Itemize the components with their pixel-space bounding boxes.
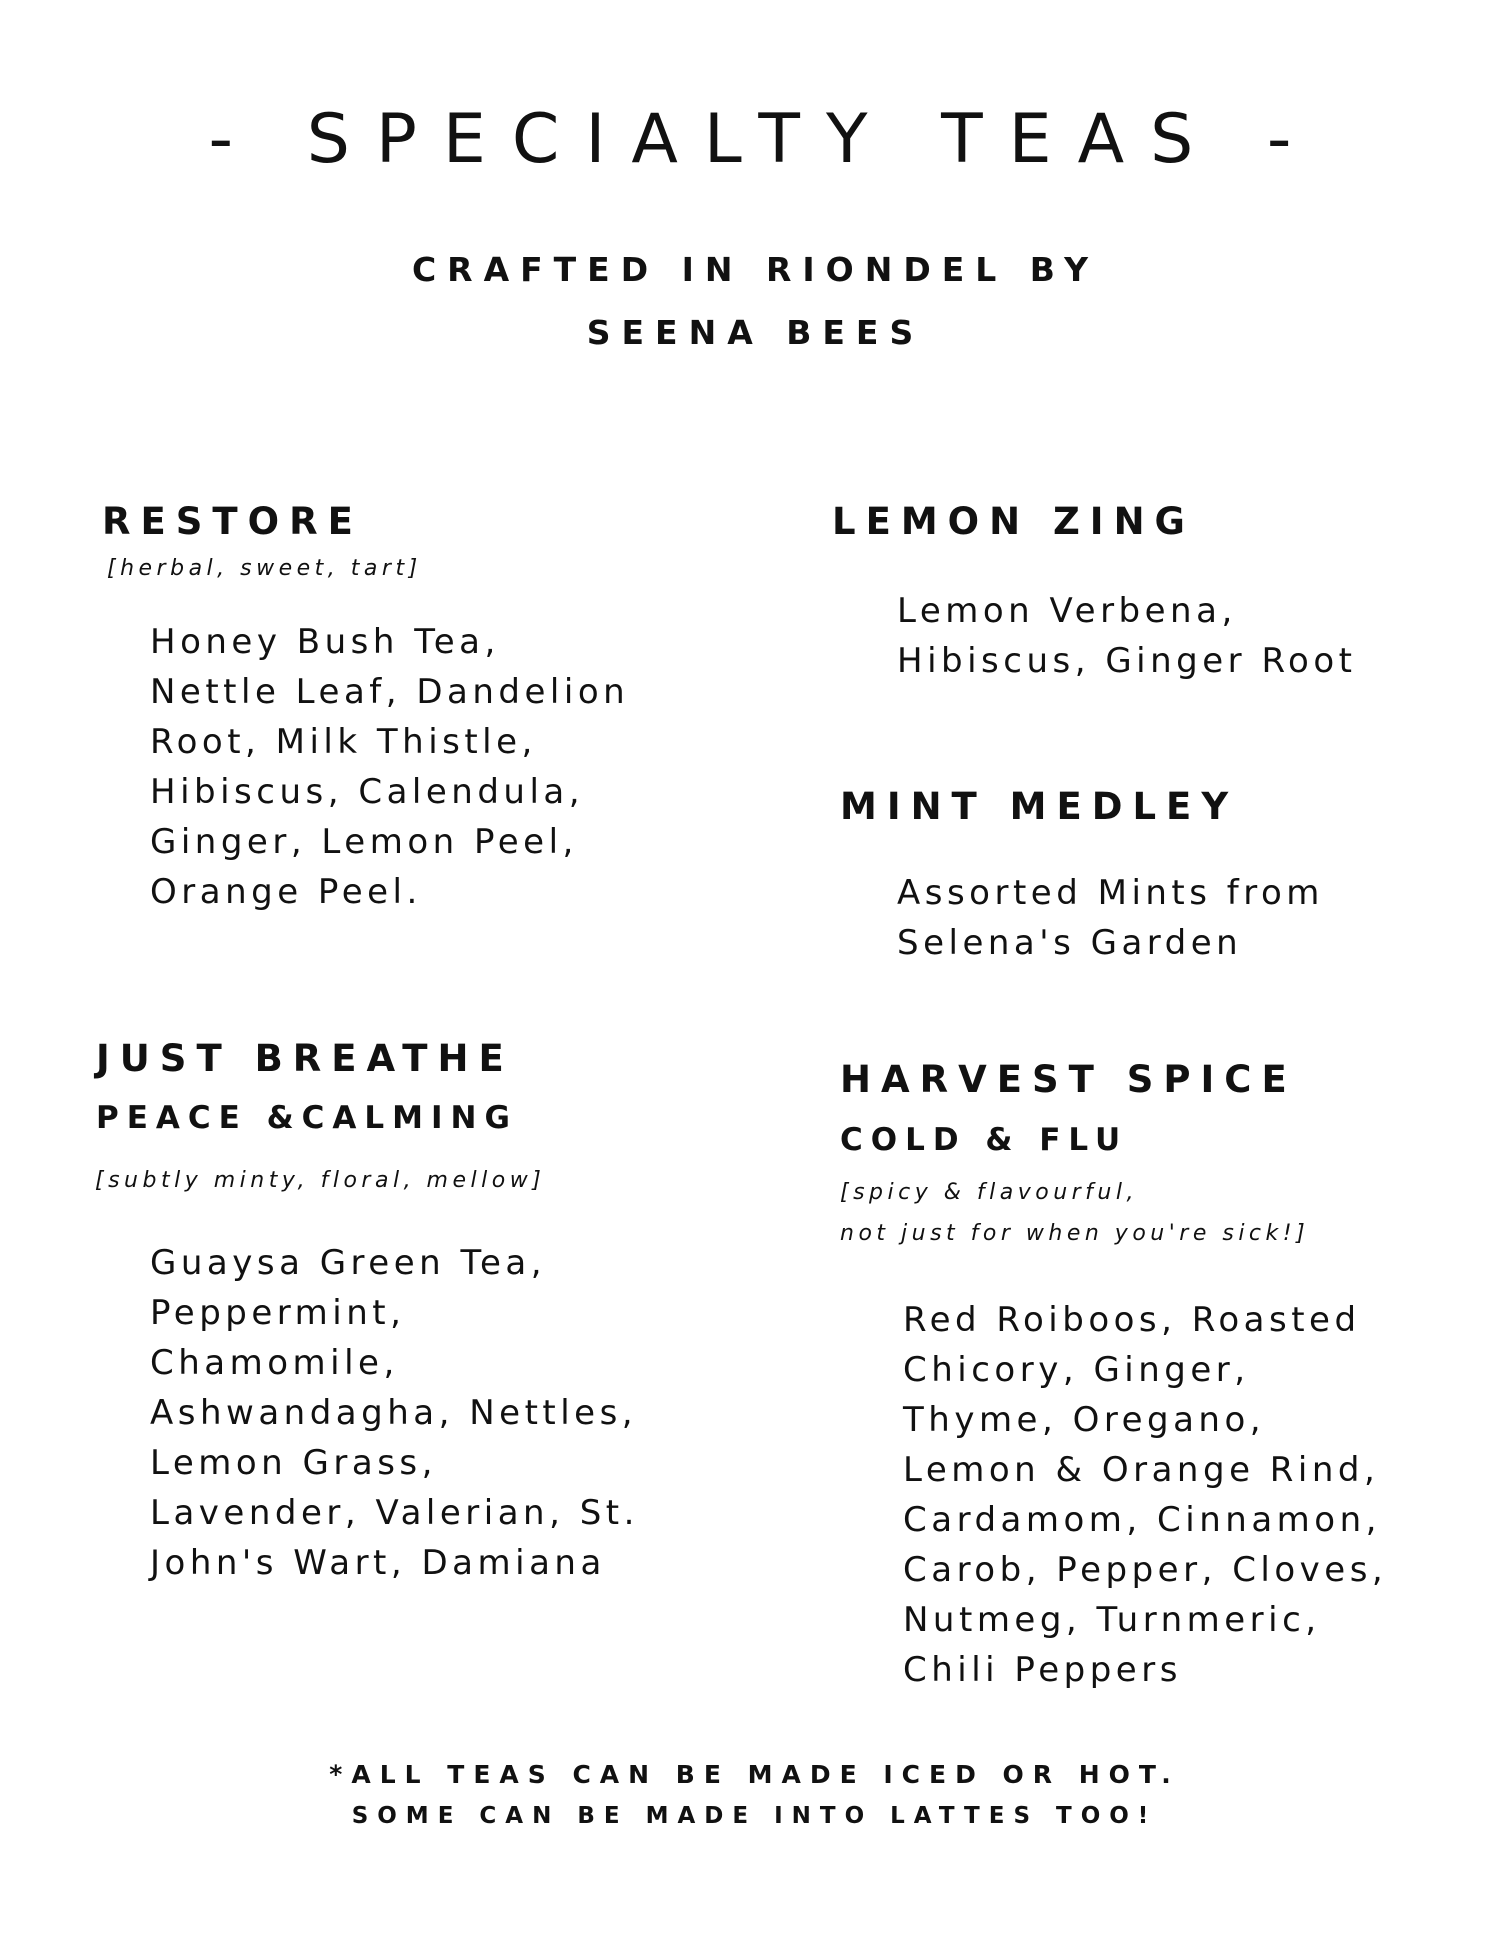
tea-name: HARVEST SPICE [840,1058,1297,1101]
ingredient-line: Chili Peppers [903,1650,1182,1690]
ingredient-line: Honey Bush Tea, [150,622,500,662]
tea-ingredients [903,1295,1387,1695]
ingredient-line: Orange Peel. [150,872,422,912]
tea-flavor-note [840,1172,1309,1254]
ingredient-line: Cardamom, Cinnamon, [903,1500,1381,1540]
ingredient-line: Selena's Garden [897,923,1243,963]
footer-note-iced-hot: *ALL TEAS CAN BE MADE ICED OR HOT. [329,1760,1180,1789]
note-line: [spicy & flavourful, [840,1180,1138,1205]
tea-flavor-note: [herbal, sweet, tart] [107,556,422,581]
subtitle-maker: SEENA BEES [586,313,925,352]
ingredient-line: Root, Milk Thistle, [150,722,537,762]
tea-name: LEMON ZING [832,500,1195,543]
tea-ingredients [150,1238,639,1588]
page-title: - SPECIALTY TEAS - [208,100,1318,179]
ingredient-line: Ashwandagha, Nettles, [150,1393,638,1433]
ingredient-line: Lemon Grass, [150,1443,437,1483]
subtitle-crafted-by: CRAFTED IN RIONDEL BY [411,250,1100,289]
ingredient-line: Hibiscus, Calendula, [150,772,585,812]
ingredient-line: Guaysa Green Tea, [150,1243,547,1283]
ingredient-line: Chamomile, [150,1343,399,1383]
ingredient-line: Lemon Verbena, [897,591,1237,631]
ingredient-line: Lemon & Orange Rind, [903,1450,1380,1490]
note-line: not just for when you're sick!] [840,1221,1310,1246]
ingredient-line: Lavender, Valerian, St. [150,1493,639,1533]
tea-ingredients [897,868,1324,968]
ingredient-line: Peppermint, [150,1293,406,1333]
ingredient-line: Carob, Pepper, Cloves, [903,1550,1388,1590]
footer-note-lattes: SOME CAN BE MADE INTO LATTES TOO! [351,1803,1158,1829]
tea-purpose: PEACE &CALMING [96,1100,518,1136]
ingredient-line: Hibiscus, Ginger Root [897,641,1357,681]
ingredient-line: Nutmeg, Turnmeric, [903,1600,1321,1640]
ingredient-line: Red Roiboos, Roasted [903,1300,1361,1340]
ingredient-line: Thyme, Oregano, [903,1400,1266,1440]
ingredient-line: Chicory, Ginger, [903,1350,1250,1390]
tea-ingredients [897,586,1357,686]
ingredient-line: John's Wart, Damiana [150,1543,606,1583]
ingredient-line: Nettle Leaf, Dandelion [150,672,630,712]
tea-name: JUST BREATHE [96,1037,514,1080]
ingredient-line: Ginger, Lemon Peel, [150,822,578,862]
ingredient-line: Assorted Mints from [897,873,1324,913]
tea-ingredients [150,617,629,917]
tea-flavor-note: [subtly minty, floral, mellow] [95,1168,546,1193]
tea-name: MINT MEDLEY [840,785,1239,828]
tea-purpose: COLD & FLU [840,1122,1129,1158]
tea-name: RESTORE [102,500,363,543]
